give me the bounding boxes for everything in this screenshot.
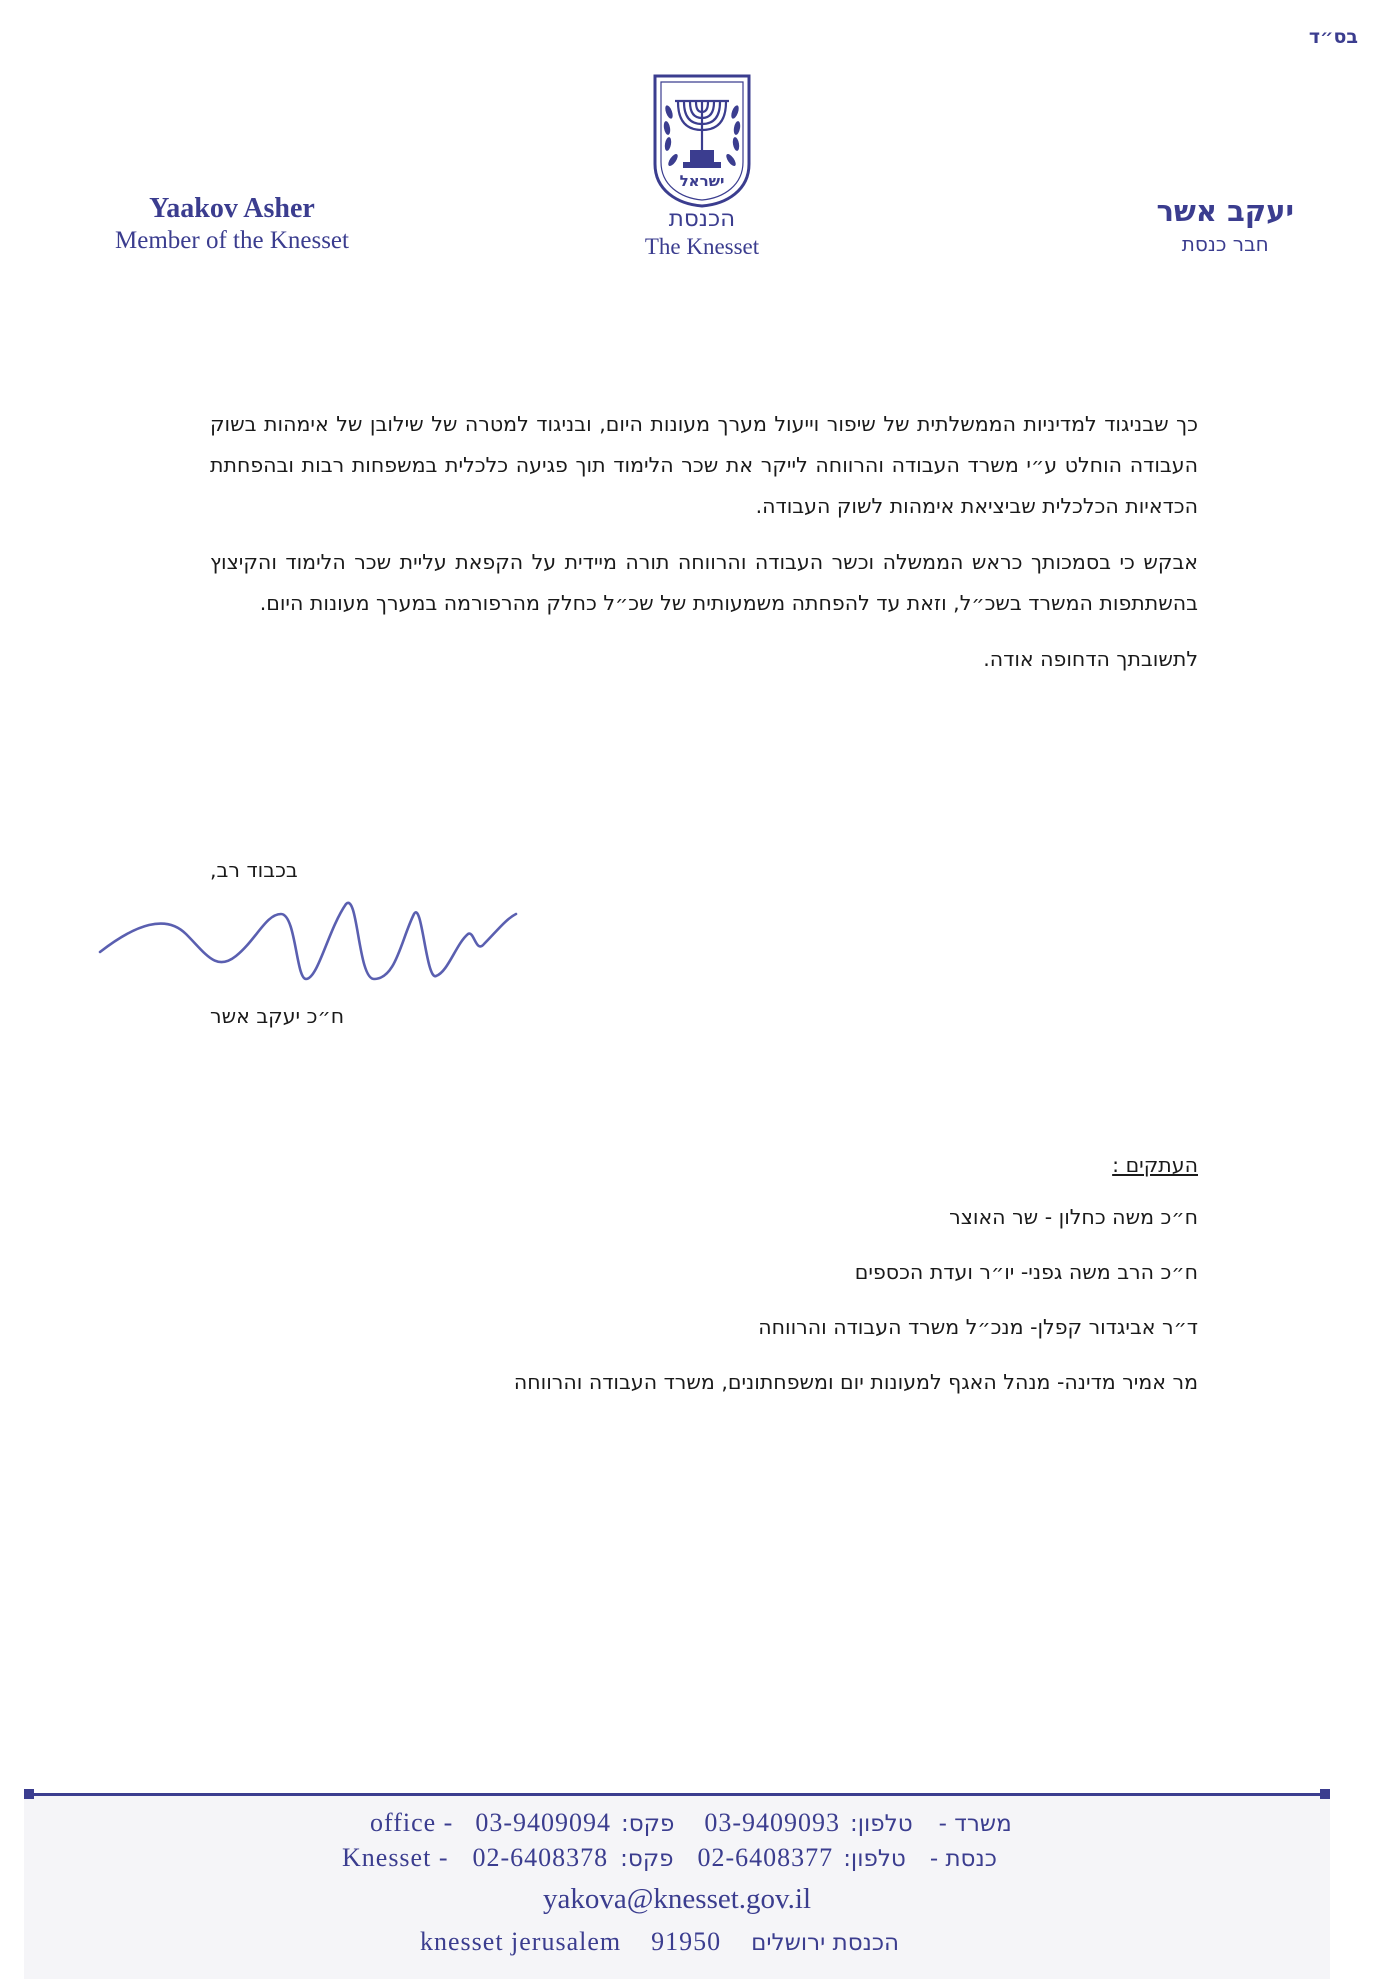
closing-greeting: בכבוד רב, xyxy=(210,858,298,882)
office-label-en: office - xyxy=(370,1808,454,1837)
office-phone: 03-9409093 xyxy=(704,1808,841,1837)
office-fax: 03-9409094 xyxy=(475,1808,611,1837)
knesset-label-en: The Knesset xyxy=(644,234,760,259)
knesset-phone: 02-6408377 xyxy=(697,1843,834,1872)
body-paragraph: כך שבניגוד למדיניות הממשלתית של שיפור וייעול מערך מעונות היום, ובניגוד למטרה של שילובן של אימהות בשוק העבודה הוחלט ע״י משרד העבודה והרווחה לייקר את שכר הלימוד תוך פגיעה כלכלית במשפחות רבות ובהפחתת הכדאיות הכלכלית שביציאת אימהות לשוק העבודה. xyxy=(210,412,1198,518)
copy-recipient: ד״ר אביגדור קפלן- מנכ״ל משרד העבודה והרווחה xyxy=(758,1315,1198,1339)
copies-header: העתקים : xyxy=(1112,1153,1198,1177)
fax-label: פקס: xyxy=(620,1811,675,1837)
office-label-he: משרד - xyxy=(938,1811,1012,1837)
english-title: Member of the Knesset xyxy=(115,227,349,254)
knesset-label-en: Knesset - xyxy=(342,1843,449,1872)
body-paragraph: לתשובתך הדחופה אודה. xyxy=(983,647,1198,671)
footer-knesset-row xyxy=(24,1843,1330,1873)
knesset-label-he: כנסת - xyxy=(929,1846,997,1872)
fax-label: פקס: xyxy=(620,1846,674,1872)
copy-recipient: ח״כ משה כחלון - שר האוצר xyxy=(949,1205,1198,1229)
hebrew-title: חבר כנסת xyxy=(1181,232,1269,256)
signer-name: ח״כ יעקב אשר xyxy=(210,1004,345,1028)
address-he: הכנסת ירושלים xyxy=(751,1930,900,1956)
state-emblem-icon xyxy=(647,72,757,208)
copies-section xyxy=(198,1148,1198,1420)
english-letterhead xyxy=(100,192,364,256)
phone-label: טלפון: xyxy=(850,1811,913,1837)
footer-office-row xyxy=(24,1808,1330,1838)
body-paragraph: אבקש כי בסמכותך כראש הממשלה וכשר העבודה והרווחה תורה מיידית על הקפאת עליית שכר הלימוד והקיצוץ בהשתתפות המשרד בשכ״ל, וזאת עד להפחתה משמעותית של שכ״ל כחלק מהרפורמה במערך מעונות היום. xyxy=(210,550,1198,615)
copy-recipient: ח״כ הרב משה גפני- יו״ר ועדת הכספים xyxy=(854,1260,1198,1284)
hebrew-name: יעקב אשר xyxy=(1156,194,1294,228)
knesset-label-he: הכנסת xyxy=(668,206,736,232)
hebrew-letterhead xyxy=(1156,193,1294,259)
copy-recipient: מר אמיר מדינה- מנהל האגף למעונות יום ומשפחתונים, משרד העבודה והרווחה xyxy=(513,1370,1198,1394)
zip-code: 91950 xyxy=(651,1927,722,1956)
knesset-fax: 02-6408378 xyxy=(472,1843,609,1872)
footer-address-row xyxy=(24,1927,1330,1957)
address-en: knesset jerusalem xyxy=(420,1927,622,1956)
footer-email[interactable]: yakova@knesset.gov.il xyxy=(542,1883,812,1915)
english-name: Yaakov Asher xyxy=(149,193,315,224)
knesset-label xyxy=(600,205,804,261)
handwritten-signature xyxy=(96,884,530,994)
phone-label: טלפון: xyxy=(843,1846,906,1872)
footer-divider-cap xyxy=(1320,1789,1330,1799)
emblem-text: ישראל xyxy=(679,172,725,190)
footer-divider-cap xyxy=(24,1789,34,1799)
letter-body xyxy=(210,404,1198,695)
bsd-mark: בס״ד xyxy=(1308,26,1358,48)
footer-divider xyxy=(24,1793,1330,1796)
